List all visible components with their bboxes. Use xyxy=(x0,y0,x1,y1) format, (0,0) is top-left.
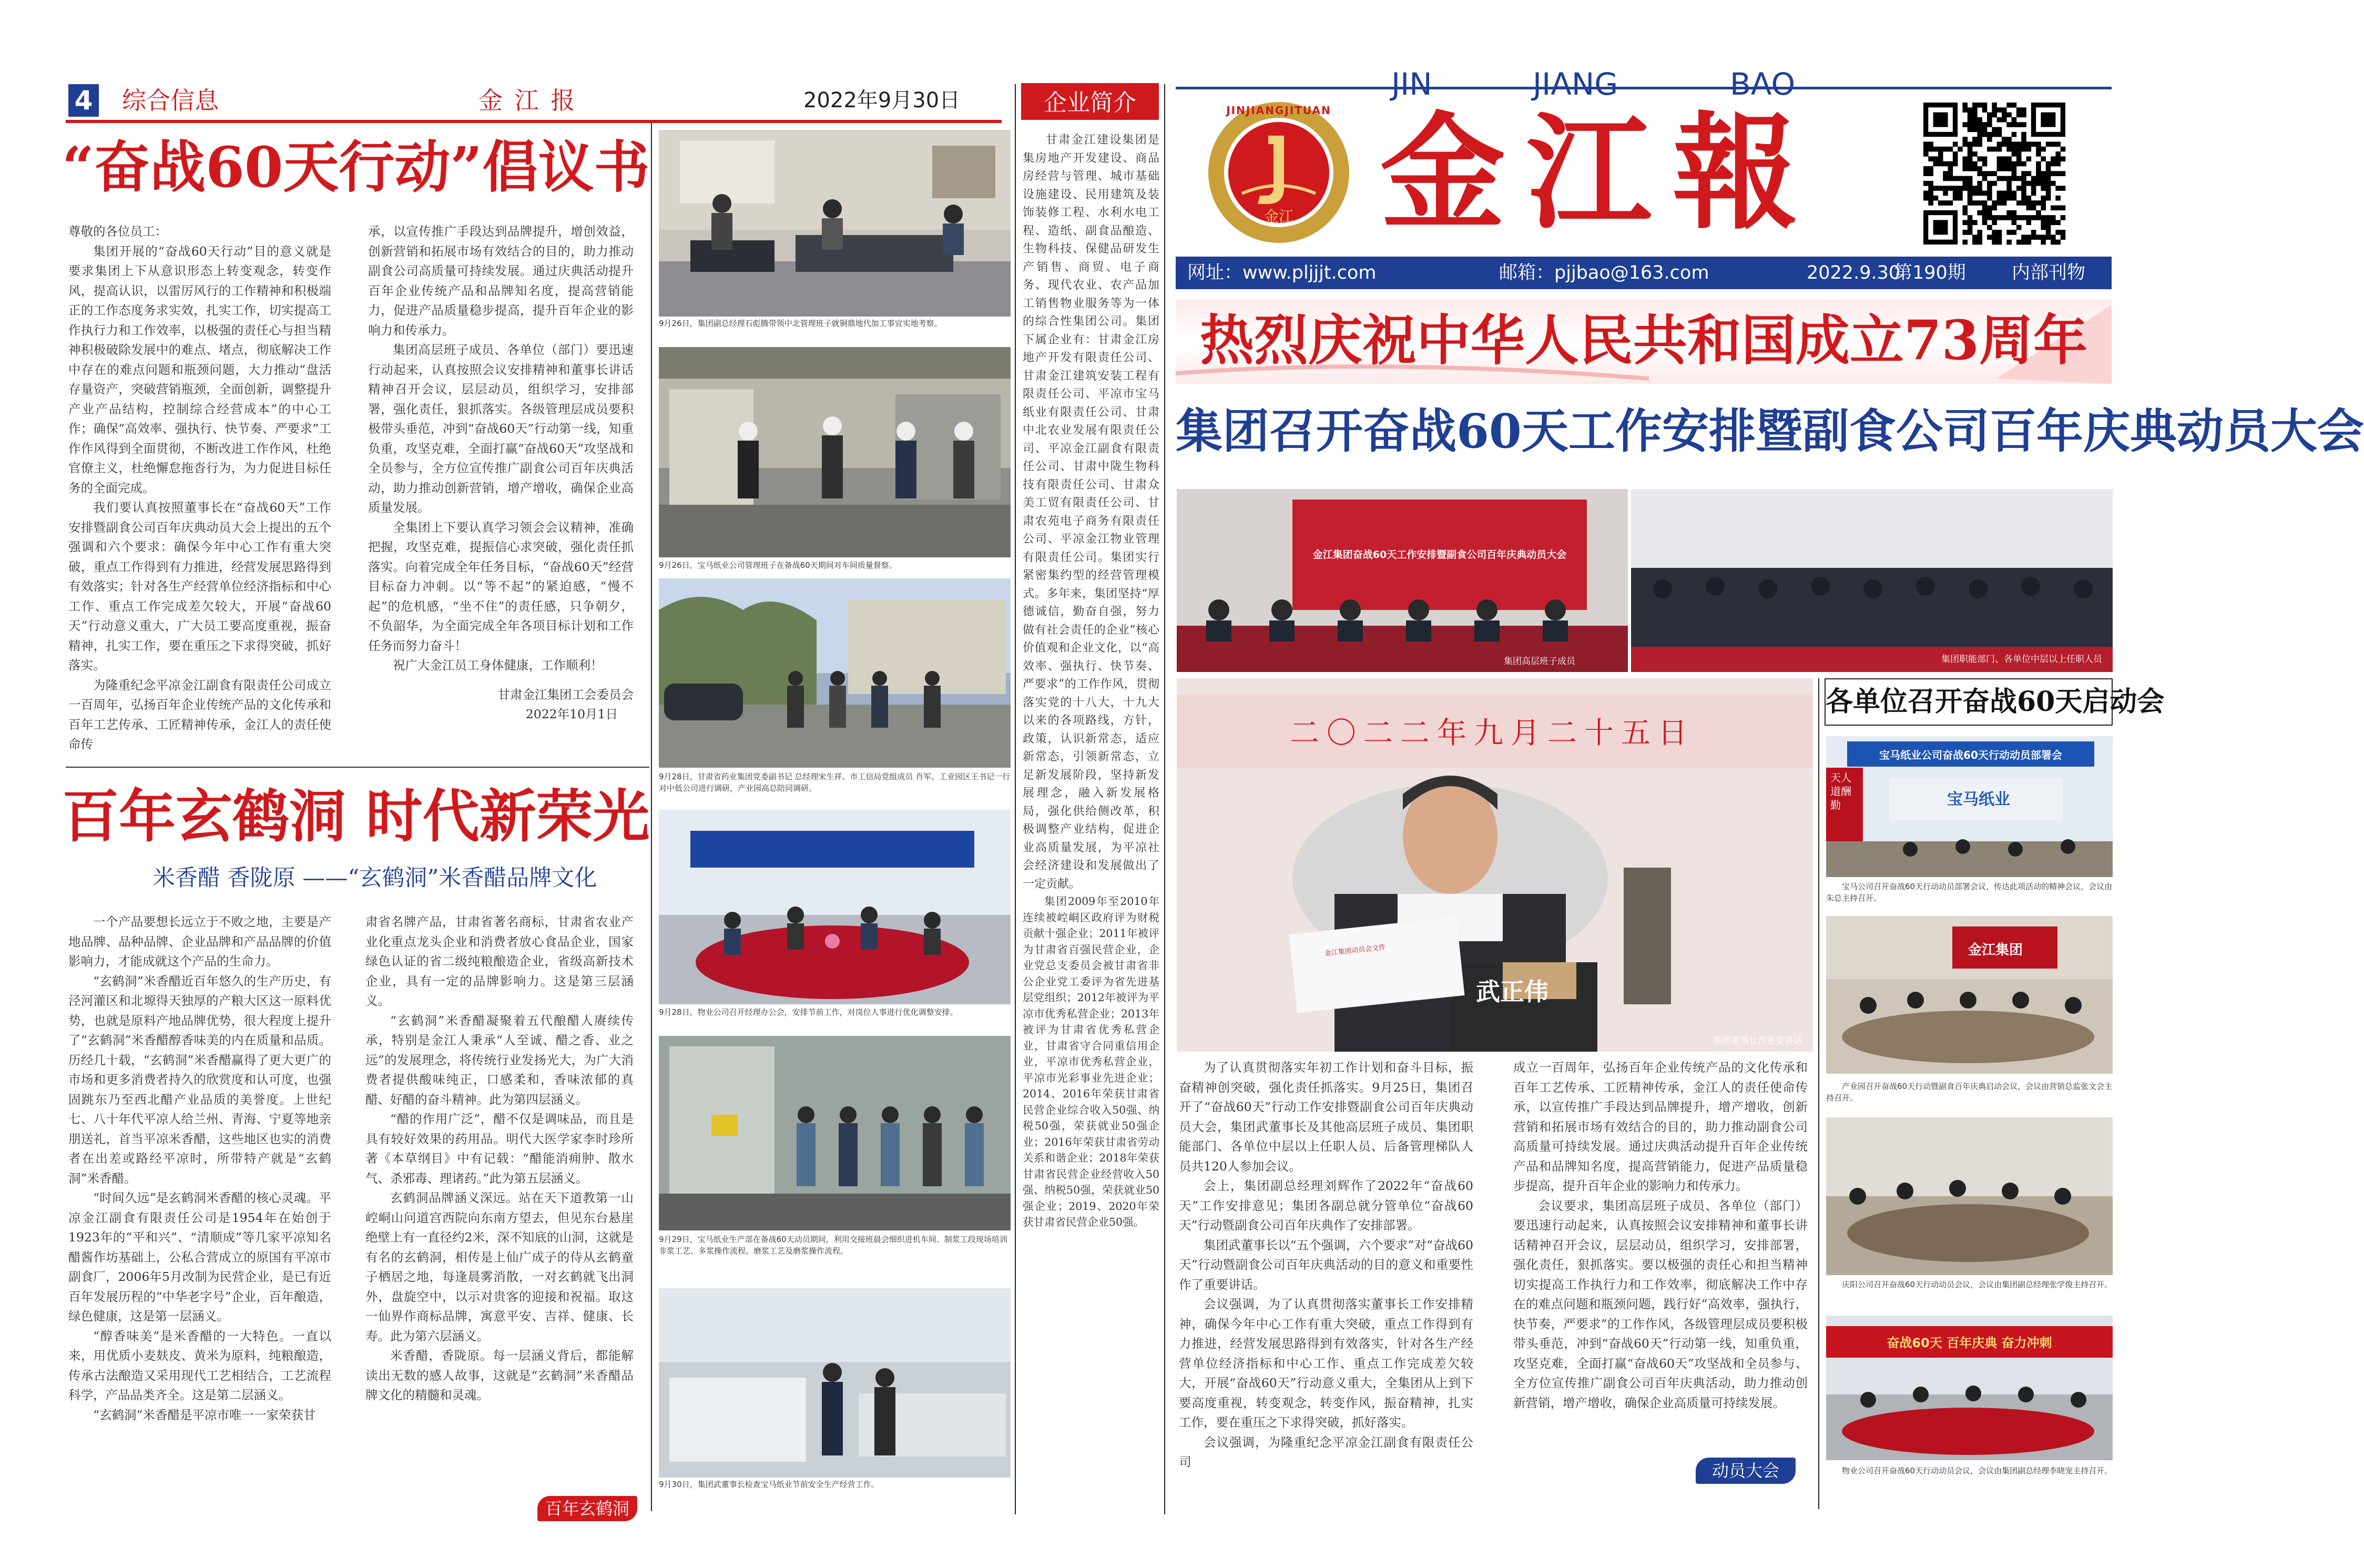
side-story-title: 各单位召开奋战60天启动会 xyxy=(1825,678,2113,726)
side-photo-qingyang xyxy=(1826,1117,2113,1275)
photo-safety-check xyxy=(659,1288,1011,1478)
photo1-banner: 金江集团奋战60天工作安排暨副食公司百年庆典动员大会 xyxy=(1312,549,1567,561)
side-photo-industrial-park xyxy=(1826,916,2113,1074)
photo1-caption: 集团高层班子成员 xyxy=(1504,656,1575,667)
photo-factory-inspection xyxy=(659,347,1011,557)
main-story-col1 xyxy=(1179,1058,1473,1472)
side-caption-4: 物业公司召开奋战60天行动动员会议，会议由集团副总经理李晓宠主持召开。 xyxy=(1842,1466,2113,1475)
article2-subtitle: 米香醋 香陇原 ——“玄鹤洞”米香醋品牌文化 xyxy=(152,865,597,891)
main-p3: 集团武董事长以“五个强调，六个要求”对“奋战60天”行动暨副食公司百年庆典活动的目的意义和重要性作了重要讲话。 xyxy=(1179,1237,1473,1292)
main-p1: 为了认真贯彻落实年初工作计划和奋斗目标，振奋精神创突破，强化责任抓落实。9月25日，集团召开了“奋战60天”行动工作安排暨副食公司百年庆典动员大会，集团武董事长及其他高层班子成员、集团职能部门、各单位中层以上任职人员、后备管理梯队人员共120人参加会议。 xyxy=(1179,1060,1473,1174)
article2-p3: “时间久远”是玄鹤洞米香醋的核心灵魂。平凉金江副食有限责任公司是1954年在始创于1923年的“平和兴”、“清顺成”等几家平凉知名醋酱作坊基础上，公私合营成立的原国有平凉市副食厂，2006年5月改制为民营企业，是已有近百年发展历程的“中华老字号”企业，百年酿造，绿色健康，这是第一层涵义。 xyxy=(68,1190,331,1323)
article2-p4: “醇香味美”是米香醋的一大特色。一直以来，用优质小麦麸皮、黄米为原料，纯粮酿造，传承古法酿造又采用现代工艺相结合，工艺流程科学，产品品类齐全。这是第二层涵义。 xyxy=(68,1328,331,1402)
qr-code xyxy=(1923,103,2065,245)
main-story-title: 集团召开奋战60天工作安排暨副食公司百年庆典动员大会 xyxy=(1176,403,2364,459)
side-photo1-side: 天人道酬勤 xyxy=(1830,771,1851,811)
intro-col-divider xyxy=(1164,84,1165,1514)
caption-4: 9月28日，物业公司召开经理办公会，安排节前工作，对岗位人事进行优化调整安排。 xyxy=(659,1007,958,1017)
article1-p6: 全集团上下要认真学习领会会议精神，准确把握，攻坚克难，提振信心求突破，强化责任抓落实。向着完成全年任务目标，“奋战60天”经营目标奋力冲刺。以“等不起”的紧迫感，“慢不起”的危机感，“坐不住”的责任感，只争朝夕，不负韶华，为全面完成全年各项目标计划和工作任务而努力奋斗！ xyxy=(368,520,634,653)
signature-date: 2022年10月1日 xyxy=(525,707,618,721)
side-caption-3: 庆阳公司召开奋战60天行动动员会议，会议由集团副总经理张学俊主持召开。 xyxy=(1842,1280,2113,1289)
article1-p3: 为隆重纪念平凉金江副食有限责任公司成立一百周年，弘扬百年企业传统产品的文化传承和百年工艺传承、工匠精神传承，金江人的责任使命传 xyxy=(68,677,331,751)
article2-p5: “玄鹤洞”米香醋是平凉市唯一一家荣获甘 xyxy=(93,1407,316,1422)
publication-type: 内部刊物 xyxy=(2012,262,2086,283)
logo-center-text: 金江 xyxy=(1263,208,1293,225)
article1-title: “奋战60天行动”倡议书 xyxy=(62,134,650,200)
company-awards: 集团2009年至2010年连续被崆峒区政府评为财税贡献十强企业；2011年被评为甘肃省百强民营企业，企业党总支委员会被甘肃省非公企业党工委评为省先进基层党组织；2012年被评为平凉市优秀私营企业；2013年被评为甘肃省优秀私营企业，甘肃省守合同重信用企业，平凉市优秀私营企业，平凉市光彩事业先进企业；2014、2016年荣获甘肃省民营企业综合收入50强、纳税50强，荣获就业50强企业；2016年荣获甘肃省劳动关系和谐企业；2018年荣获甘肃省民营企业经营收入50强、纳税50强，荣获就业50强企业；2019、2020年荣获甘肃省民营企业50强。 xyxy=(1023,895,1159,1228)
article2-p6: 肃省名牌产品，甘肃省著名商标，甘肃省农业产业化重点龙头企业和消费者放心食品企业，国家绿色认证的省二级纯粮酿造企业，省级高新技术企业，具有一定的品牌影响力。这是第三层涵义。 xyxy=(365,914,634,1008)
article2-p1: 一个产品要想长远立于不败之地，主要是产地品牌、品种品牌、企业品牌和产品品牌的价值影响力，才能成就这个产品的生命力。 xyxy=(68,914,331,969)
celebration-banner xyxy=(1176,300,2112,384)
signature: 甘肃金江集团工会委员会 xyxy=(497,687,634,702)
photo-audience xyxy=(1631,489,2113,672)
photo-col-divider xyxy=(1015,84,1016,1514)
main-p6: 成立一百周年，弘扬百年企业传统产品的文化传承和百年工艺传承、工匠精神传承，金江人的责任使命传承，以宣传推广手段达到品牌提升，增产增收，创新营销和拓展市场有效结合的目的，助力推动副食公司高质量可持续发展。通过庆典活动提升百年企业传统产品和品牌知名度，提高营销能力，促进产品质量稳步提高，提升百年企业的影响力和传承力。 xyxy=(1513,1060,1808,1193)
caption-3: 9月28日，甘肃省药业集团党委副书记 总经理宋生祥、市工信局党组成员 肖军、工业园区王书记一行对中低公司进行调研，产业园高总陪同调研。 xyxy=(659,772,1011,793)
header-rule xyxy=(66,120,1002,123)
main-story-stamp: 动员大会 xyxy=(1696,1458,1796,1484)
caption-2: 9月26日，宝马纸业公司管理班子在备战60天期间对车间质量督察。 xyxy=(659,561,897,570)
side-col-divider xyxy=(1818,678,1819,1509)
article2-p2: “玄鹤洞”米香醋近百年悠久的生产历史，有泾河灌区和北塬得天独厚的产粮大区这一原料优势，也就是原料产地品牌优势，很大程度上提升了“玄鹤洞”米香醋醇香味美的内在质量和品质。历经几十载，“玄鹤洞”米香醋赢得了更大更广的市场和更多消费者持久的欣赏度和认可度，也强固跳东乃至西北醋产业品质的美誉度。上世纪七、八十年代平凉人给兰州、青海、宁夏等地亲朋送礼，首当平凉米香醋，这些地区也实的消费者在出差或路经平凉时，所带特产就是“玄鹤洞”米香醋。 xyxy=(68,973,331,1186)
company-intro-body: 甘肃金江建设集团是集房地产开发建设、商品房经营与管理、城市基础设施建设、民用建筑及装饰装修工程、水利水电工程、造纸、副食品酿造、生物科技、保健品研发生产销售、商贸、电子商务、现代农业、农产品加工销售物业服务等为一体的综合性集团公司。集团下属企业有：甘肃金江房地产开发有限责任公司、甘肃金江建筑安装工程有限责任公司、平凉市宝马纸业有限责任公司、甘肃中北农业发展有限责任公司、平凉金江副食有限责任公司、甘肃中陇生物科技有限责任公司、甘肃众美工贸有限责任公司、甘肃农苑电子商务有限责任公司、平凉金江物业管理有限责任公司。集团实行紧密集约型的经营管理模式。多年来，集团坚持“厚德诚信，勤奋自强，努力做有社会责任的企业”核心价值观和企业文化，以“高效率、强执行、快节奏、严要求”的工作作风，贯彻落实党的十八大，十九大以来的各项路线，方针，政策，认识新常态，适应新常态，引领新常态，立足新发展阶段，坚持新发展理念，融入新发展格局，强化供给侧改革，积极调整产业结构，促进企业高质量发展，为平凉社会经济建设和发展做出了一定贡献。 xyxy=(1023,134,1159,891)
masthead-pinyin-bao: BAO xyxy=(1730,66,1796,102)
header-date: 2022年9月30日 xyxy=(803,88,961,113)
side-photo-property xyxy=(1826,1316,2113,1460)
article1-p7: 祝广大金江员工身体健康，工作顺利！ xyxy=(393,658,603,673)
page-number-box: 4 xyxy=(68,84,99,117)
article2-col2 xyxy=(365,912,634,1406)
company-intro-text xyxy=(1023,131,1159,1230)
photo-workshop-training xyxy=(659,1036,1011,1230)
photo2-caption: 集团职能部门、各单位中层以上任职人员 xyxy=(1941,654,2102,665)
photo3-caption: 集团董事长作重要讲话 xyxy=(1713,1036,1802,1046)
caption-6: 9月30日，集团武董事长检查宝马纸业节前安全生产经营工作。 xyxy=(659,1480,879,1489)
nameplate: 武正伟 xyxy=(1476,978,1548,1006)
jinjiang-logo xyxy=(1205,99,1352,246)
masthead-title: 金江報 xyxy=(1380,100,1819,247)
article2-p9: 玄鹤洞品牌涵义深远。站在天下道教第一山崆峒山问道宫西院向东南方望去，但见东台悬崖绝壁上有一直径约2米，深不知底的山洞，这就是有名的玄鹤洞，相传是上仙广成子的侍从玄鹤童子栖居之地，每逢晨雾消散，一对玄鹤就飞出洞外，盘旋空中，以示对贵客的迎接和祝福。取这一仙界作商标品牌，寓意平安、吉祥、健康、长寿。此为第六层涵义。 xyxy=(365,1190,634,1343)
folder-label: 金江集团动员会文件 xyxy=(1324,943,1387,958)
article1-col1 xyxy=(68,222,331,755)
side-photo4-banner: 奋战60天 百年庆典 奋力冲刺 xyxy=(1887,1336,2052,1350)
left-col-divider xyxy=(651,123,652,1511)
main-p5: 会议强调，为隆重纪念平凉金江副食有限责任公司 xyxy=(1179,1434,1473,1469)
email: 邮箱：pjjbao@163.com xyxy=(1499,262,1709,283)
website: 网址：www.pljjjt.com xyxy=(1187,262,1377,283)
main-p2: 会上，集团副总经理刘辉作了2022年“奋战60天”工作安排意见；集团各副总就分管单位“奋战60天”行动暨副食公司百年庆典作了安排部署。 xyxy=(1179,1178,1473,1233)
side-photo2-sign: 金江集团 xyxy=(1968,942,2023,958)
side-photo-baoma xyxy=(1826,736,2113,877)
salutation: 尊敬的各位员工： xyxy=(68,224,167,239)
photo-chairman-speech xyxy=(1177,678,1813,1052)
section-name: 综合信息 xyxy=(122,86,219,115)
issue-number: 第190期 xyxy=(1894,262,1966,283)
issue-date: 2022.9.30 xyxy=(1807,262,1901,283)
masthead-pinyin-jiang: JIANG xyxy=(1533,66,1618,102)
photo-leadership-panel xyxy=(1177,489,1628,672)
main-p4: 会议强调，为了认真贯彻落实董事长工作安排精神，确保今年中心工作有重大突破，重点工作得到有力推进，经营发展思路得到有效落实，针对各生产经营单位经济指标和中心工作、重点工作完成差欠较大，开展“奋战60天”行动意义重大，全集团从上到下要高度重视，转变观念，转变作风，振奋精神，扎实工作，要在重压之下求得突破，抓好落实。 xyxy=(1179,1297,1473,1430)
caption-1: 9月26日，集团副总经理石彪腾带领中北管理班子就铜鼎地代加工事宜实地考察。 xyxy=(659,319,942,328)
article2-col1 xyxy=(68,912,331,1425)
photo-office-visit xyxy=(659,130,1011,317)
side-photo1-banner: 宝马纸业公司奋战60天行动动员部署会 xyxy=(1879,749,2062,761)
caption-5: 9月29日，宝马纸业生产部在备战60天动员期间，利用交接班晨会细织进机车间、制浆工段现场培训非浆工艺、多浆操作流程、磨浆工艺及磨浆操作流程。 xyxy=(659,1235,1007,1256)
article1-p2: 我们要认真按照董事长在“奋战60天”工作安排暨副食公司百年庆典动员大会上提出的五个强调和六个要求：确保今年中心工作有重大突破，重点工作得到有力推进，经营发展思路得到有效落实；针对各生产经营单位经济指标和中心工作、重点工作完成差欠较大，开展“奋战60天”行动意义重大，广大员工要高度重视，振奋精神，扎实工作，要在重压之下求得突破，抓好落实。 xyxy=(68,500,331,673)
side-photo1-sign: 宝马纸业 xyxy=(1947,790,2010,809)
article2-p8: “醋的作用广泛”，醋不仅是调味品，而且是具有较好效果的药用品。明代大医学家李时珍所著《本草纲目》中有记载：“醋能消痈肿、散水气、杀邪毒、理诸药。”此为第五层涵义。 xyxy=(365,1112,634,1186)
article2-title: 百年玄鹤洞 时代新荣光 xyxy=(62,783,650,850)
photo3-date-banner: 二〇二二年九月二十五日 xyxy=(1290,716,1695,750)
article2-p7: “玄鹤洞”米香醋凝聚着五代酿醋人赓续传承，特别是金江人秉承“人至诚、醋之香、业之远”的发展理念，将传统行业发扬光大，为广大消费者提供酸味纯正，口感柔和，香味浓郁的真醋、好醋的奋斗精神。此为第四层涵义。 xyxy=(365,1013,634,1107)
banner-headline: 热烈庆祝中华人民共和国成立73周年 xyxy=(1199,309,2088,372)
main-story-col2 xyxy=(1513,1058,1808,1413)
article1-p4: 承，以宣传推广手段达到品牌提升，增创效益，创新营销和拓展市场有效结合的目的，助力推动副食公司高质量可持续发展。通过庆典活动提升百年企业传统产品和品牌知名度，提高营销能力，促进产品质量稳步提高，提升百年企业的影响力和传承力。 xyxy=(368,224,634,338)
main-p7: 会议要求，集团高层班子成员、各单位（部门）要迅速行动起来，认真按照会议安排精神和董事长讲话精神召开会议，层层动员，组织学习，安排部署，强化责任，狠抓落实。要以极强的责任心和担当精神切实提高工作执行力和工作效率，彻底解决工作中存在的难点问题和瓶颈问题，践行好“高效率，强执行，快节奏，严要求”的工作作风，各级管理层成员要积极带头垂范，冲到“奋战60天”行动第一线，知重负重，攻坚克难，全面打赢“奋战60天”攻坚战和全员参与、全方位宣传推广副食公司百年庆典活动，助力推动创新营销，增产增收，确保企业高质量可持续发展。 xyxy=(1513,1198,1808,1410)
side-caption-1: 宝马公司召开奋战60天行动动员部署会议，传达此项活动的精神会议，会议由朱总主持召开。 xyxy=(1826,882,2113,903)
side-caption-2: 产业园召开奋战60天行动暨副食百年庆典启动会议，会议由营销总监张文会主持召开。 xyxy=(1826,1082,2113,1103)
article1-p5: 集团高层班子成员、各单位（部门）要迅速行动起来，认真按照会议安排精神和董事长讲话精神召开会议，层层动员，组织学习，安排部署，强化责任，狠抓落实。各级管理层成员要积极带头垂范，冲到“奋战60天”行动第一线，知重负重，攻坚克难，全面打赢“奋战60天”攻坚战和全员参与，全方位宣传推广副食公司百年庆典活动，助力推动创新营销，增产增收，确保企业高质量发展。 xyxy=(368,342,634,515)
article2-stamp: 百年玄鹤洞 xyxy=(537,1496,637,1521)
photo-property-meeting xyxy=(659,810,1011,1004)
article1-col2 xyxy=(368,222,634,725)
masthead-info-bar xyxy=(1176,257,2112,289)
article-divider xyxy=(66,767,649,768)
company-intro-header: 企业简介 xyxy=(1021,83,1159,120)
photo-outdoor-visit xyxy=(659,578,1011,768)
masthead-top-rule xyxy=(1176,87,2112,89)
paper-name: 金 江 报 xyxy=(478,86,577,115)
article1-p1: 集团开展的“奋战60天行动”目的意义就是要求集团上下从意识形态上转变观念，转变作风，提高认识，以雷厉风行的工作精神和积极端正的工作态度务求实效，扎实工作，切实提高工作执行力和工作效率，以极强的责任心与担当精神积极破除发展中的难点、堵点，彻底解决工作中存在的难点问题和瓶颈问题，大力推动“盘活存量资产，突破营销瓶颈，全面创新，调整提升产业产品结构，控制综合经营成本”的中心工作；确保“高效率、强执行、快节奏、严要求”工作作风得到全面贯彻，不断改进工作作风，杜绝官僚主义，杜绝懈怠拖沓行为，为力促进目标任务的全面完成。 xyxy=(68,243,331,495)
masthead-pinyin-jin: JIN xyxy=(1391,66,1432,102)
article2-p10: 米香醋，香陇原。每一层涵义背后，都能解读出无数的感人故事，这就是“玄鹤洞”米香醋品牌文化的精髓和灵魂。 xyxy=(365,1348,634,1402)
logo-ring-text: JINJIANGJITUAN xyxy=(1226,104,1331,117)
